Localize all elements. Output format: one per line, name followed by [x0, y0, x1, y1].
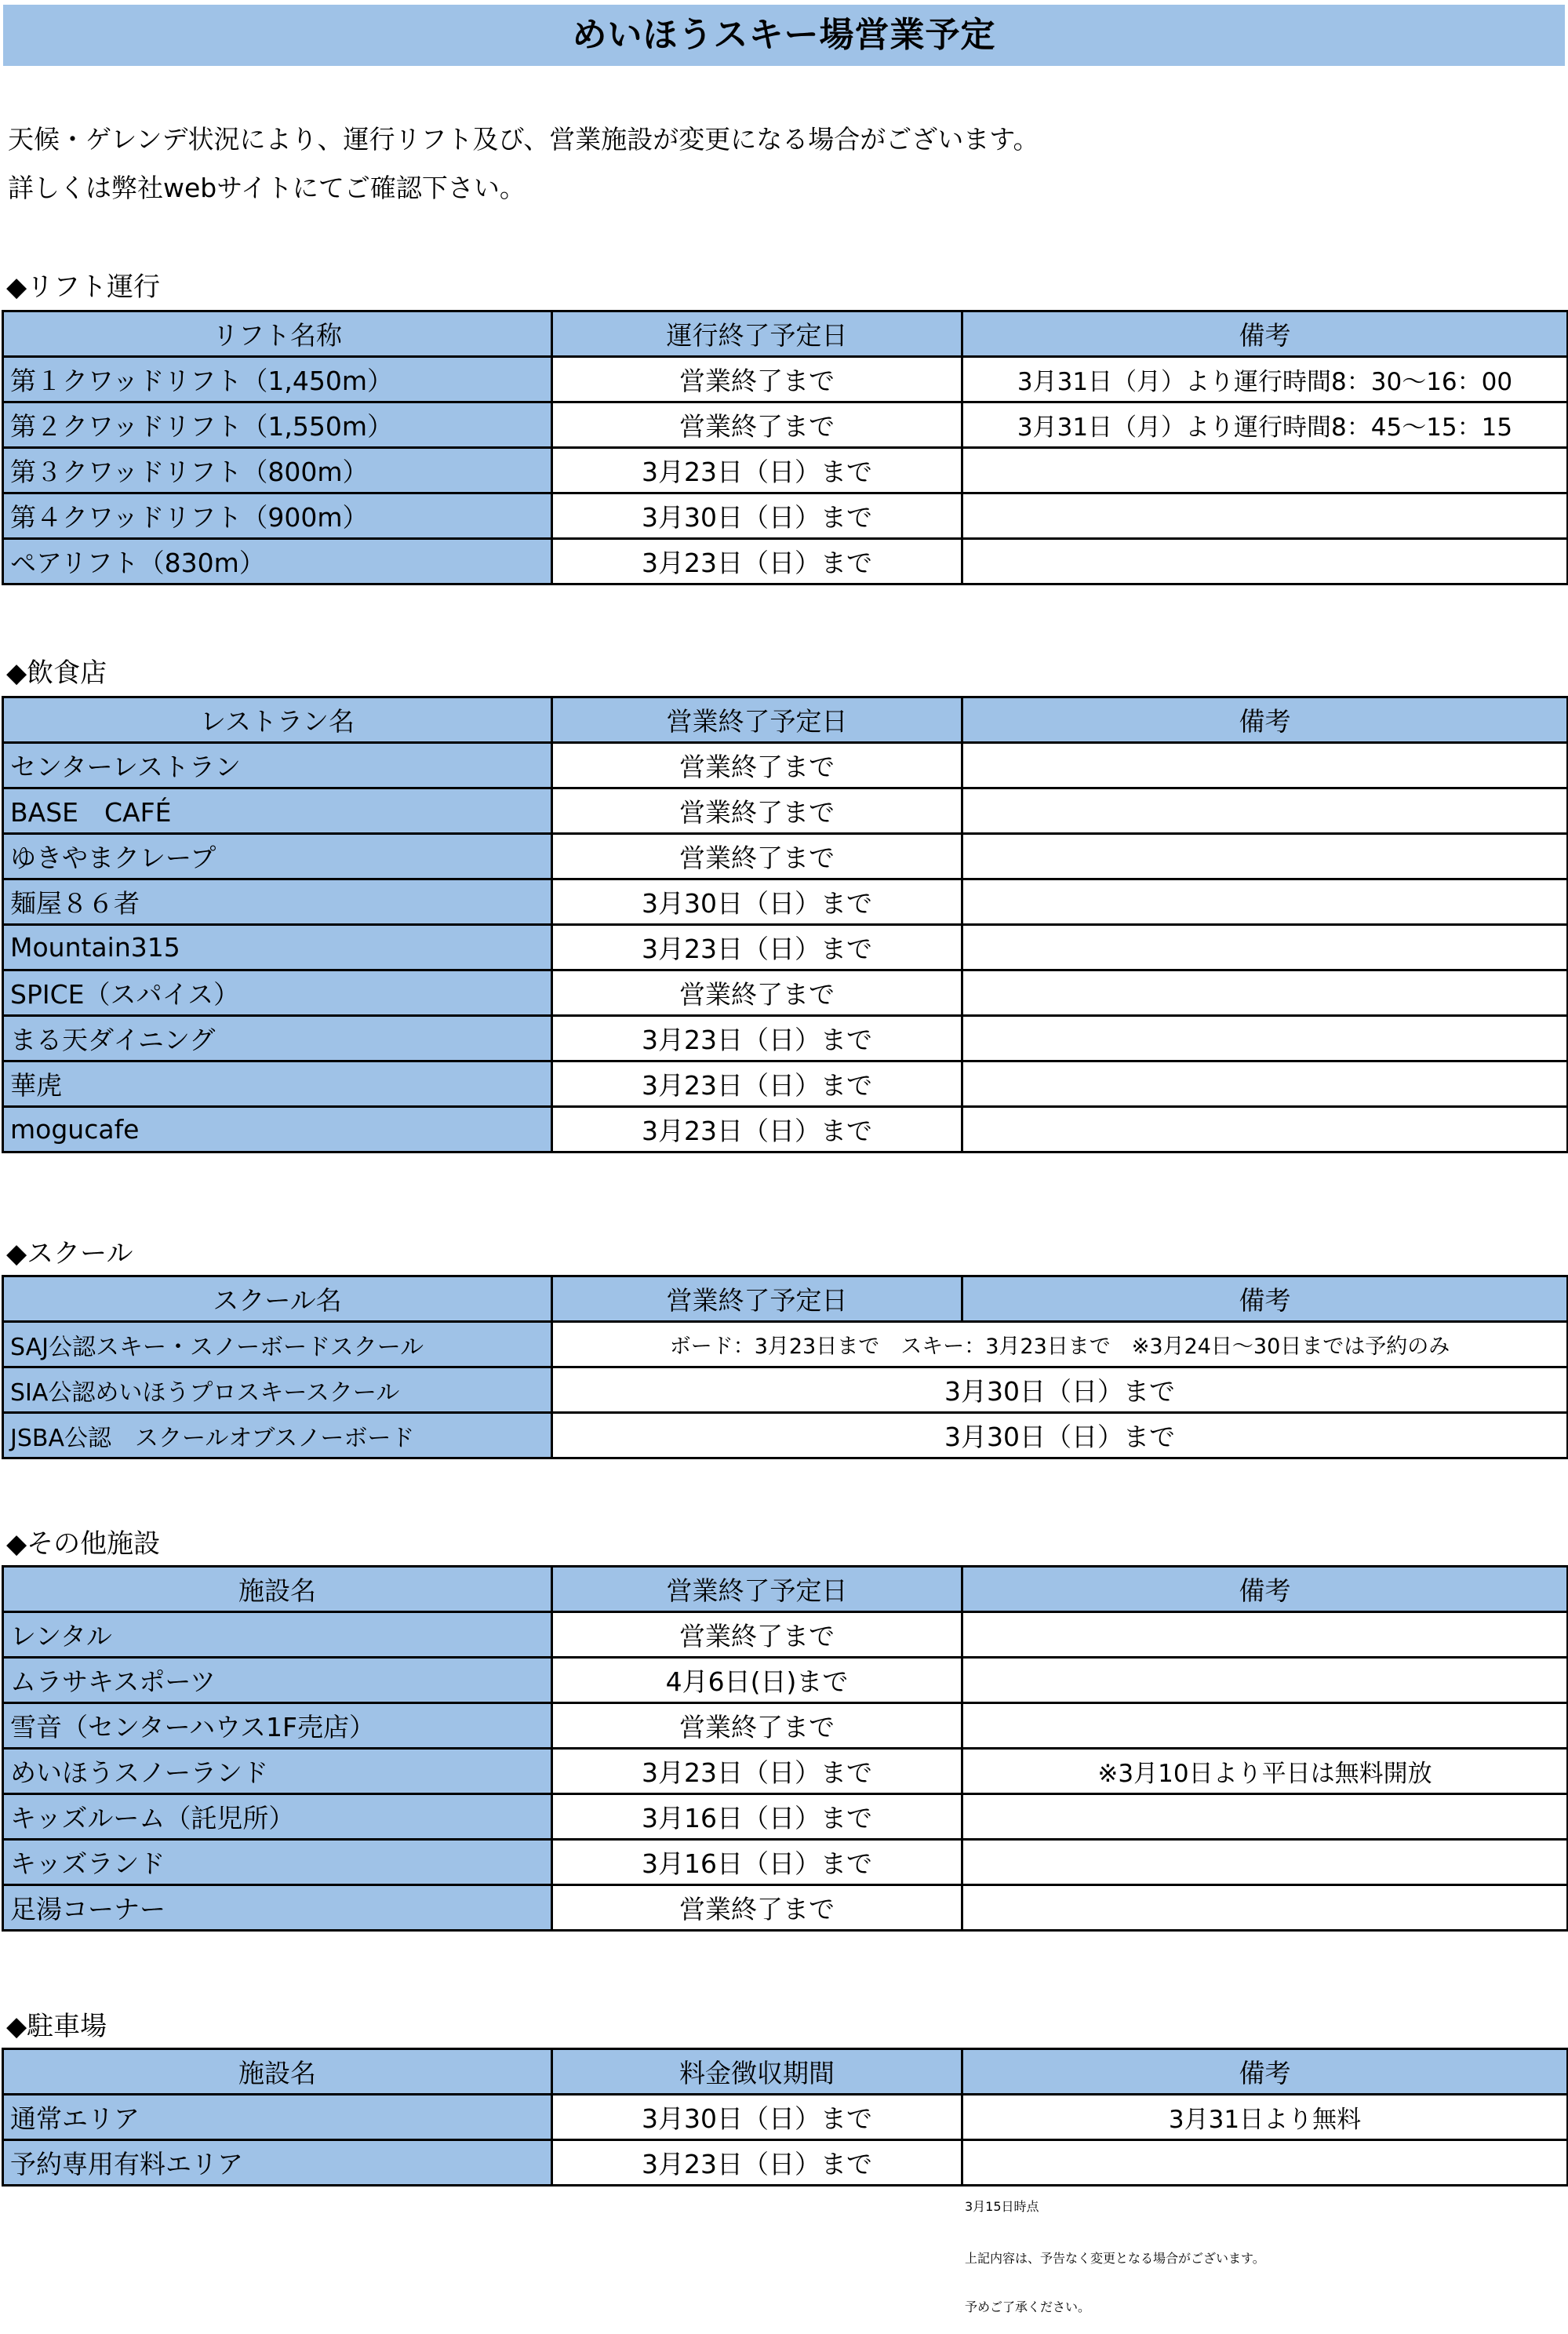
lift-col-end: 運行終了予定日: [552, 311, 962, 357]
school-end: 3月30日（日）まで: [552, 1367, 1568, 1413]
restaurant-note: [962, 1061, 1568, 1107]
parking-name: 予約専用有料エリア: [3, 2140, 552, 2186]
facility-note: [962, 1885, 1568, 1931]
school-name: SAJ公認スキー・スノーボードスクール: [3, 1322, 552, 1367]
table-row: [3, 788, 1568, 834]
lift-note: [962, 539, 1568, 584]
lift-note: 3月31日（月）より運行時間8：45～15：15: [962, 402, 1568, 448]
restaurant-end: 3月23日（日）まで: [552, 1016, 962, 1061]
parking-col-name: 施設名: [3, 2049, 552, 2095]
school-col-name: スクール名: [3, 1276, 552, 1322]
restaurant-col-name: レストラン名: [3, 697, 552, 743]
restaurant-name: 華虎: [3, 1061, 552, 1107]
lift-end: 3月30日（日）まで: [552, 493, 962, 539]
parking-table: [2, 2048, 1568, 2187]
restaurant-end: 営業終了まで: [552, 970, 962, 1016]
table-row: [3, 2095, 1568, 2140]
restaurant-end: 3月23日（日）まで: [552, 1107, 962, 1152]
facility-note: [962, 1703, 1568, 1749]
restaurant-section-heading: ◆飲食店: [6, 657, 107, 689]
facility-name: レンタル: [3, 1612, 552, 1658]
lift-name: 第１クワッドリフト（1,450m）: [3, 357, 552, 402]
lift-table: [2, 310, 1568, 585]
facility-end: 営業終了まで: [552, 1703, 962, 1749]
facility-header-row: [3, 1567, 1568, 1612]
school-end: ボード：3月23日まで スキー：3月23日まで ※3月24日～30日までは予約のみ: [552, 1322, 1568, 1367]
restaurant-table: [2, 696, 1568, 1153]
table-row: [3, 970, 1568, 1016]
restaurant-name: 麺屋８６者: [3, 879, 552, 925]
restaurant-name: BASE CAFÉ: [3, 788, 552, 834]
table-row: [3, 1413, 1568, 1458]
facility-name: 雪音（センターハウス1F売店）: [3, 1703, 552, 1749]
table-row: [3, 1322, 1568, 1367]
restaurant-note: [962, 788, 1568, 834]
restaurant-note: [962, 1107, 1568, 1152]
table-row: [3, 402, 1568, 448]
restaurant-name: ゆきやまクレープ: [3, 834, 552, 879]
restaurant-name: まる天ダイニング: [3, 1016, 552, 1061]
restaurant-note: [962, 925, 1568, 970]
parking-header-row: [3, 2049, 1568, 2095]
school-name: SIA公認めいほうプロスキースクール: [3, 1367, 552, 1413]
parking-col-note: 備考: [962, 2049, 1568, 2095]
school-col-note: 備考: [962, 1276, 1568, 1322]
parking-period: 3月30日（日）まで: [552, 2095, 962, 2140]
lift-end: 営業終了まで: [552, 357, 962, 402]
table-row: [3, 1612, 1568, 1658]
facility-name: 足湯コーナー: [3, 1885, 552, 1931]
parking-note: [962, 2140, 1568, 2186]
restaurant-note: [962, 879, 1568, 925]
lift-name: 第３クワッドリフト（800m）: [3, 448, 552, 493]
lift-name: 第４クワッドリフト（900m）: [3, 493, 552, 539]
facility-end: 3月23日（日）まで: [552, 1749, 962, 1794]
facility-end: 3月16日（日）まで: [552, 1840, 962, 1885]
lift-col-name: リフト名称: [3, 311, 552, 357]
lift-header-row: [3, 311, 1568, 357]
table-row: [3, 1885, 1568, 1931]
restaurant-end: 3月30日（日）まで: [552, 879, 962, 925]
facility-col-name: 施設名: [3, 1567, 552, 1612]
table-row: [3, 493, 1568, 539]
table-row: [3, 2140, 1568, 2186]
disclaimer-line-1: 上記内容は、予告なく変更となる場合がございます。: [965, 2251, 1265, 2266]
lift-end: 3月23日（日）まで: [552, 448, 962, 493]
lift-section-heading: ◆リフト運行: [6, 271, 161, 303]
facility-end: 3月16日（日）まで: [552, 1794, 962, 1840]
lift-col-note: 備考: [962, 311, 1568, 357]
lift-end: 営業終了まで: [552, 402, 962, 448]
table-row: [3, 1749, 1568, 1794]
lift-note: [962, 448, 1568, 493]
school-end: 3月30日（日）まで: [552, 1413, 1568, 1458]
school-section-heading: ◆スクール: [6, 1238, 133, 1269]
facility-section-heading: ◆その他施設: [6, 1528, 161, 1560]
facility-note: [962, 1658, 1568, 1703]
restaurant-col-note: 備考: [962, 697, 1568, 743]
restaurant-name: センターレストラン: [3, 743, 552, 788]
parking-period: 3月23日（日）まで: [552, 2140, 962, 2186]
school-header-row: [3, 1276, 1568, 1322]
restaurant-header-row: [3, 697, 1568, 743]
lift-name: ペアリフト（830m）: [3, 539, 552, 584]
table-row: [3, 448, 1568, 493]
restaurant-col-end: 営業終了予定日: [552, 697, 962, 743]
as-of-date: 3月15日時点: [965, 2199, 1039, 2214]
facility-name: ムラサキスポーツ: [3, 1658, 552, 1703]
parking-col-period: 料金徴収期間: [552, 2049, 962, 2095]
table-row: [3, 879, 1568, 925]
restaurant-end: 3月23日（日）まで: [552, 925, 962, 970]
facility-name: めいほうスノーランド: [3, 1749, 552, 1794]
restaurant-name: Mountain315: [3, 925, 552, 970]
facility-note: [962, 1794, 1568, 1840]
lift-name: 第２クワッドリフト（1,550m）: [3, 402, 552, 448]
table-row: [3, 1703, 1568, 1749]
facility-name: キッズルーム（託児所）: [3, 1794, 552, 1840]
school-col-end: 営業終了予定日: [552, 1276, 962, 1322]
facility-note: ※3月10日より平日は無料開放: [962, 1749, 1568, 1794]
disclaimer-line-2: 予めご了承ください。: [965, 2299, 1091, 2314]
table-row: [3, 357, 1568, 402]
parking-section-heading: ◆駐車場: [6, 2011, 107, 2042]
parking-note: 3月31日より無料: [962, 2095, 1568, 2140]
table-row: [3, 1794, 1568, 1840]
lift-note: 3月31日（月）より運行時間8：30～16：00: [962, 357, 1568, 402]
table-row: [3, 1840, 1568, 1885]
table-row: [3, 743, 1568, 788]
table-row: [3, 1016, 1568, 1061]
lift-note: [962, 493, 1568, 539]
restaurant-note: [962, 834, 1568, 879]
table-row: [3, 925, 1568, 970]
facility-col-note: 備考: [962, 1567, 1568, 1612]
restaurant-end: 営業終了まで: [552, 743, 962, 788]
facility-note: [962, 1840, 1568, 1885]
restaurant-name: mogucafe: [3, 1107, 552, 1152]
lift-end: 3月23日（日）まで: [552, 539, 962, 584]
facility-table: [2, 1565, 1568, 1932]
school-table: [2, 1275, 1568, 1459]
restaurant-end: 営業終了まで: [552, 834, 962, 879]
table-row: [3, 539, 1568, 584]
table-row: [3, 834, 1568, 879]
school-name: JSBA公認 スクールオブスノーボード: [3, 1413, 552, 1458]
restaurant-end: 3月23日（日）まで: [552, 1061, 962, 1107]
restaurant-note: [962, 970, 1568, 1016]
facility-end: 4月6日(日)まで: [552, 1658, 962, 1703]
restaurant-note: [962, 1016, 1568, 1061]
facility-end: 営業終了まで: [552, 1885, 962, 1931]
table-row: [3, 1658, 1568, 1703]
facility-end: 営業終了まで: [552, 1612, 962, 1658]
table-row: [3, 1107, 1568, 1152]
restaurant-note: [962, 743, 1568, 788]
intro-line-2: 詳しくは弊社webサイトにてご確認下さい。: [8, 173, 526, 203]
intro-line-1: 天候・ゲレンデ状況により、運行リフト及び、営業施設が変更になる場合がございます。: [8, 124, 1039, 155]
page-title: めいほうスキー場営業予定: [3, 5, 1565, 66]
restaurant-end: 営業終了まで: [552, 788, 962, 834]
facility-note: [962, 1612, 1568, 1658]
restaurant-name: SPICE（スパイス）: [3, 970, 552, 1016]
table-row: [3, 1061, 1568, 1107]
facility-col-end: 営業終了予定日: [552, 1567, 962, 1612]
parking-name: 通常エリア: [3, 2095, 552, 2140]
facility-name: キッズランド: [3, 1840, 552, 1885]
table-row: [3, 1367, 1568, 1413]
